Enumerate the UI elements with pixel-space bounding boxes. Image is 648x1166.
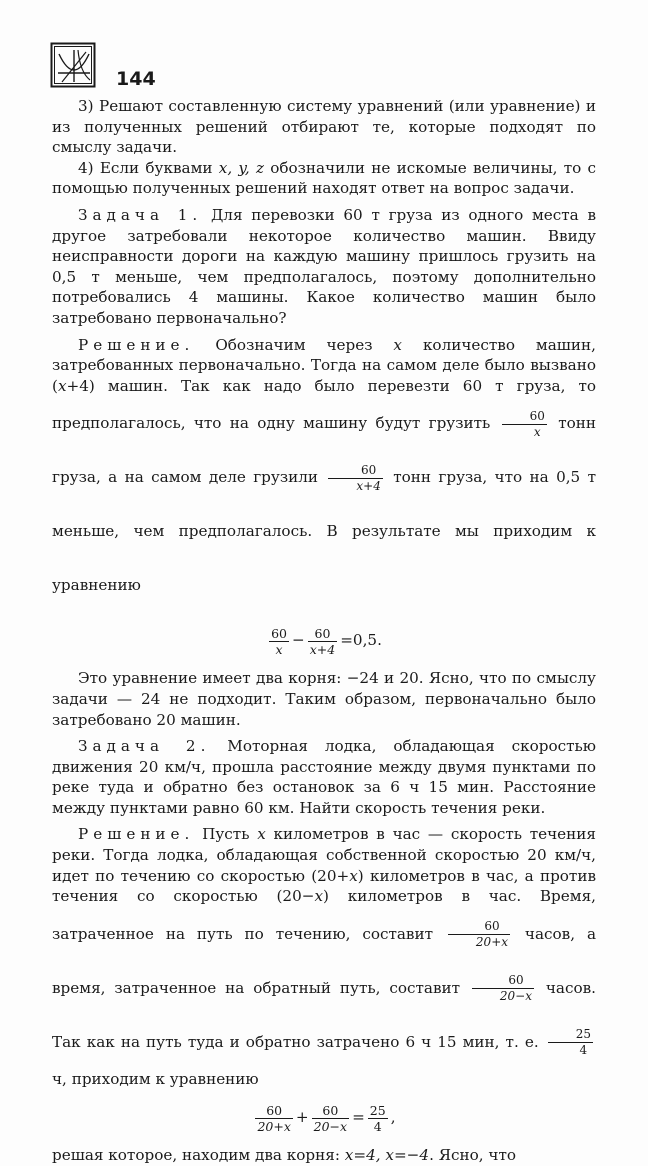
chapter-sign-icon [50,42,96,88]
page-body [52,96,596,1166]
solution-label: Решение. [78,825,195,844]
page-number: 144 [116,68,156,90]
task-1: Задача 1. Для перевозки 60 т груза из одного места в другое затребовали некоторое количество машин. Ввиду неисправности дороги на каждую машину пришлось грузить на 0,5 т меньше, чем предполагалось, поэтому дополнительно потребовались 4 машины. Какое количество машин было затребовано первоначально? [52,205,596,327]
fraction: $\frac{60}{x+4}$ [328,463,382,494]
task-2: Задача 2. Моторная лодка, обладающая скоростью движения 20 км/ч, прошла расстояние между двумя пунктами по реке туда и обратно без остановок за 6 ч 15 мин. Расстояние между пунктами равно 60 км. Найти скорость течения реки. [52,737,596,817]
equation-1: $\frac{60}{x}$ − $\frac{60}{x+4}$ =0,5. [271,625,382,657]
paragraph: 4) Если буквами x, y, z обозначили не искомые величины, то с помощью полученных решений находят ответ на вопрос задачи. [52,158,596,198]
equation-2: $\frac{60}{20+x}$ + $\frac{60}{20-x}$ = $\frac{25}{4}$ , [257,1102,396,1134]
solution-1: Решение. Обозначим через x количество машин, затребованных первоначально. Тогда на самом деле было вызвано (x+4) машин. Так как надо было перевезти 60 т груза, то предполагалось, что на одну машину будут грузить $\frac{60}{x}$ тонн груза, а на самом деле грузили $\frac{60}{x+4}$ тонн груза, что на 0,5 т меньше, чем предполагалось. В результате мы приходим к уравнению [52,335,596,595]
fraction: $\frac{60}{20+x}$ [448,919,510,950]
solution-2: Решение. Пусть x километров в час — скорость течения реки. Тогда лодка, обладающая собственной скоростью 20 км/ч, идет по течению со скоростью (20+x) километров в час, а против течения со скоростью (20−x) километров в час. Время, затраченное на путь по течению, составит $\frac{60}{20+x}$ часов, а время, затраченное на обратный путь, составит $\frac{60}{20-x}$ часов. Так как на путь туда и обратно затрачено 6 ч 15 мин, т. е. $\frac{25}{4}$ ч, приходим к уравнению [52,825,597,1088]
task-label: Задача 1. [78,205,203,224]
paragraph: 3) Решают составленную систему уравнений (или уравнение) и из полученных решений отбирают те, которые подходят по смыслу задачи. [52,97,596,157]
solution-label: Решение. [78,335,195,354]
fraction: $\frac{60}{20-x}$ [472,973,534,1004]
task-label: Задача 2. [78,737,211,756]
paragraph: решая которое, находим два корня: x=4, x=−4. Ясно, что [52,1146,517,1165]
fraction: $\frac{25}{4}$ [548,1027,593,1058]
fraction: $\frac{60}{x}$ [502,409,547,440]
paragraph: Это уравнение имеет два корня: −24 и 20. Ясно, что по смыслу задачи — 24 не подходит. Таким образом, первоначально было затребовано 20 машин. [52,669,596,729]
